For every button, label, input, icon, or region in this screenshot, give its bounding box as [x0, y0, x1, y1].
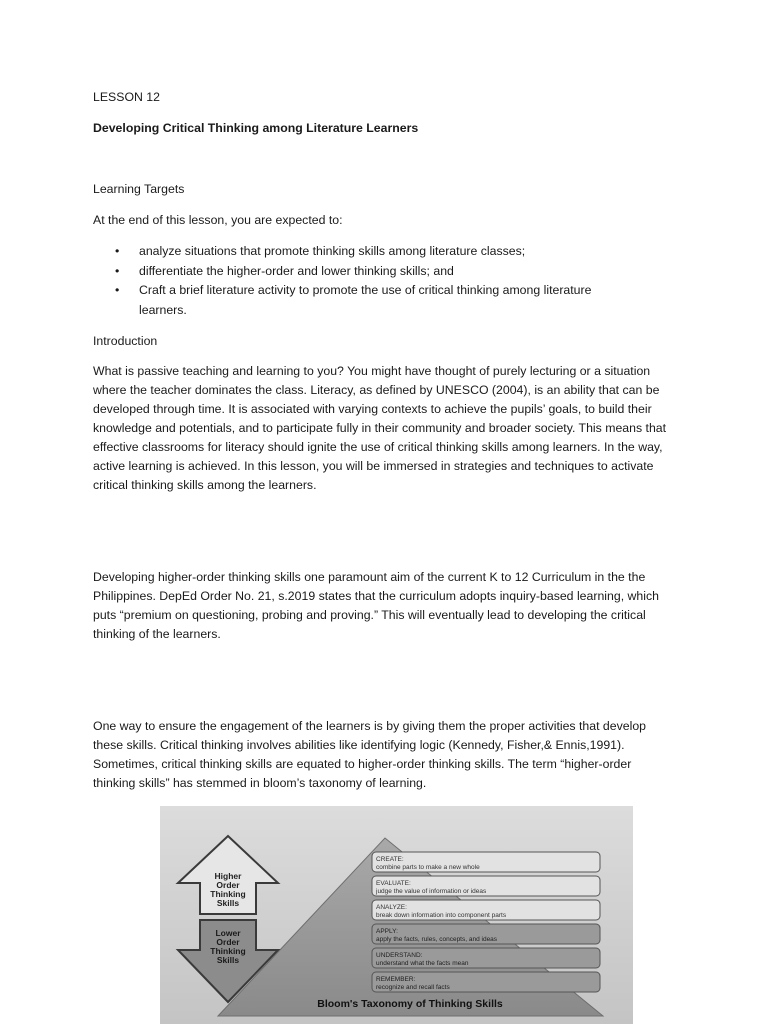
target-text: Craft a brief literature activity to promote the use of critical thinking among literature learners.: [139, 283, 592, 317]
target-text: analyze situations that promote thinking skills among literature classes;: [139, 244, 526, 258]
bullet-icon: •: [115, 244, 120, 258]
target-text: differentiate the higher-order and lower thinking skills; and: [139, 263, 454, 278]
engagement-paragraph: One way to ensure the engagement of the learners is by giving them the proper activities that develop these skills. Critical thinking involves abilities like identifying logic (Kennedy, Fisher,& Ennis,1991). Sometimes, critical thinking skills are equated to higher-order thinking skills. The term “higher-order thinking skills” has stemmed in bloom’s taxonomy of learning.: [93, 719, 646, 790]
up-arrow-label: Higher: [214, 871, 242, 881]
down-arrow-label: Lower: [215, 928, 241, 938]
level-name: UNDERSTAND:: [376, 952, 423, 959]
level-create: [372, 852, 600, 872]
level-name: APPLY:: [376, 928, 398, 935]
targets-heading: Learning Targets: [93, 182, 185, 196]
level-evaluate: [372, 876, 600, 896]
level-remember: [372, 972, 600, 992]
bullet-icon: •: [115, 263, 120, 278]
down-arrow-label: Order: [216, 937, 240, 947]
intro-heading: Introduction: [93, 334, 158, 348]
lesson-label: LESSON 12: [93, 90, 160, 104]
target-item: [93, 262, 653, 282]
intro-paragraph: What is passive teaching and learning to you? You might have thought of purely lecturing or a situation where the teacher dominates the class. Literacy, as defined by UNESCO (2004), is an ability that can be developed through time. It is associated with varying contexts to achieve the pupils’ goals, to build their knowledge and potentials, and to participate fully in their community and broader society. This means that effective classrooms for literacy should ignite the use of critical thinking skills among learners. In the way, active learning is achieved. In this lesson, you will be immersed in strategies and techniques to activate critical thinking skills among the learners.: [93, 364, 667, 492]
targets-intro: At the end of this lesson, you are expected to:: [93, 213, 343, 227]
level-name: EVALUATE:: [376, 880, 411, 887]
level-name: CREATE:: [376, 856, 404, 863]
figure-title: Bloom's Taxonomy of Thinking Skills: [317, 998, 503, 1010]
level-understand: [372, 948, 600, 968]
level-apply: [372, 924, 600, 944]
bullet-icon: •: [115, 283, 120, 297]
down-arrow-label: Skills: [216, 955, 240, 965]
target-item: [93, 281, 653, 320]
target-item: [93, 242, 653, 262]
level-desc: understand what the facts mean: [376, 960, 469, 967]
up-arrow-label: Order: [216, 880, 240, 890]
targets-list: [93, 242, 653, 320]
up-arrow-label: Thinking: [210, 889, 246, 899]
level-analyze: [372, 900, 600, 920]
level-desc: apply the facts, rules, concepts, and ideas: [376, 936, 498, 943]
level-name: REMEMBER:: [376, 976, 416, 983]
level-desc: judge the value of information or ideas: [376, 888, 487, 895]
down-arrow-label: Thinking: [210, 946, 246, 956]
level-name: ANALYZE:: [376, 904, 407, 911]
blooms-taxonomy-diagram: [160, 806, 633, 1024]
blooms-taxonomy-figure: [160, 806, 633, 1024]
up-arrow-label: Skills: [216, 898, 240, 908]
level-desc: recognize and recall facts: [376, 984, 450, 991]
level-desc: combine parts to make a new whole: [376, 864, 480, 871]
lesson-title: Developing Critical Thinking among Literature Learners: [93, 121, 419, 135]
curriculum-paragraph: Developing higher-order thinking skills one paramount aim of the current K to 12 Curriculum in the the Philippines. DepEd Order No. 21, s.2019 states that the curriculum adopts inquiry-based learning, which puts “premium on questioning, probing and proving.” This will eventually lead to developing the critical thinking of the learners.: [93, 570, 659, 641]
level-desc: break down information into component parts: [376, 912, 507, 919]
